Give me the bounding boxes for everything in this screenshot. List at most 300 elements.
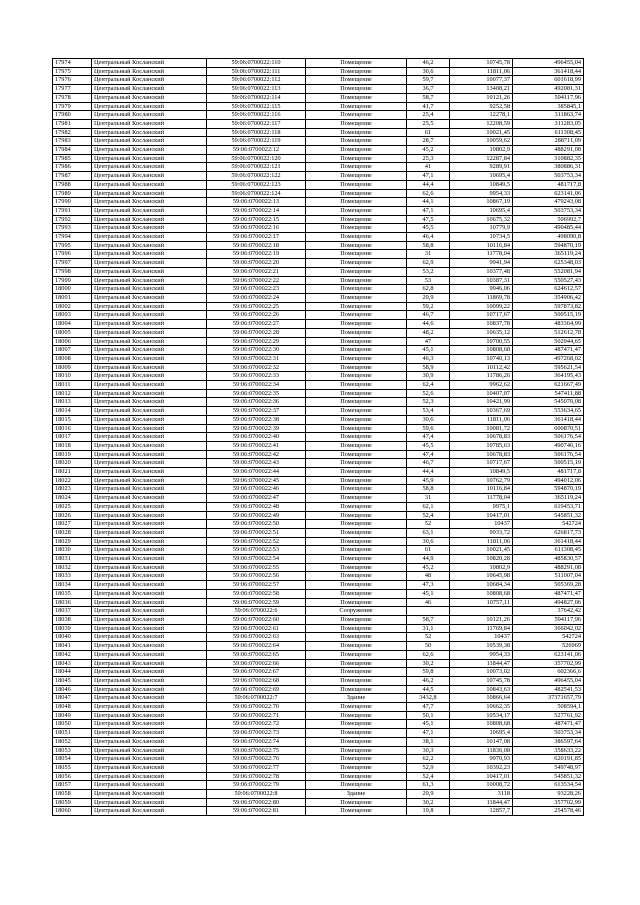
cadastral-number-cell: 59:06:0700022:25: [207, 302, 306, 311]
table-row: [53, 650, 584, 659]
object-type-cell: Помещение: [306, 711, 407, 720]
table-row: [53, 285, 584, 294]
table-row: [53, 781, 584, 790]
area-cell: 46,7: [407, 459, 450, 468]
table-row: [53, 424, 584, 433]
district-cell: Центральный Косланский: [92, 720, 207, 729]
specific-value-cell: 10700,55: [450, 337, 513, 346]
property-table: [52, 58, 584, 816]
object-type-cell: Помещение: [306, 198, 407, 207]
table-row: [53, 259, 584, 268]
row-number-cell: 17998: [53, 267, 92, 276]
row-number-cell: 17995: [53, 241, 92, 250]
table-row: [53, 633, 584, 642]
table-row: [53, 311, 584, 320]
object-type-cell: Помещение: [306, 520, 407, 529]
area-cell: 30,6: [407, 537, 450, 546]
cadastral-number-cell: 59:06:0700022:77: [207, 763, 306, 772]
district-cell: Центральный Косланский: [92, 807, 207, 816]
cadastral-value-cell: 595621,54: [513, 363, 584, 372]
district-cell: Центральный Косланский: [92, 685, 207, 694]
district-cell: Центральный Косланский: [92, 746, 207, 755]
cadastral-value-cell: 488291,08: [513, 563, 584, 572]
area-cell: 52: [407, 633, 450, 642]
row-number-cell: 18027: [53, 520, 92, 529]
area-cell: 30,6: [407, 67, 450, 76]
cadastral-number-cell: 59:06:0700022:14: [207, 206, 306, 215]
object-type-cell: Помещение: [306, 276, 407, 285]
district-cell: Центральный Косланский: [92, 763, 207, 772]
cadastral-number-cell: 59:06:0700022:17: [207, 233, 306, 242]
row-number-cell: 18036: [53, 598, 92, 607]
table-row: [53, 119, 584, 128]
object-type-cell: Помещение: [306, 685, 407, 694]
specific-value-cell: 11811,06: [450, 537, 513, 546]
district-cell: Центральный Косланский: [92, 729, 207, 738]
row-number-cell: 18012: [53, 389, 92, 398]
cadastral-value-cell: 619453,71: [513, 502, 584, 511]
specific-value-cell: 10121,26: [450, 616, 513, 625]
specific-value-cell: [450, 607, 513, 616]
cadastral-value-cell: 602366,6: [513, 668, 584, 677]
specific-value-cell: 10116,84: [450, 241, 513, 250]
table-row: [53, 206, 584, 215]
specific-value-cell: 10785,63: [450, 441, 513, 450]
area-cell: 30,2: [407, 798, 450, 807]
specific-value-cell: 10662,35: [450, 703, 513, 712]
specific-value-cell: 10417,01: [450, 511, 513, 520]
table-row: [53, 433, 584, 442]
area-cell: 44,6: [407, 320, 450, 329]
area-cell: 52,4: [407, 772, 450, 781]
district-cell: Центральный Косланский: [92, 389, 207, 398]
row-number-cell: 18057: [53, 781, 92, 790]
cadastral-number-cell: 59:06:0700022:66: [207, 659, 306, 668]
specific-value-cell: 12287,84: [450, 154, 513, 163]
table-row: [53, 337, 584, 346]
table-row: [53, 180, 584, 189]
cadastral-number-cell: 59:06:0700022:53: [207, 546, 306, 555]
district-cell: Центральный Косланский: [92, 633, 207, 642]
specific-value-cell: 10437: [450, 520, 513, 529]
object-type-cell: Помещение: [306, 93, 407, 102]
cadastral-number-cell: 59:06:0700022:26: [207, 311, 306, 320]
specific-value-cell: 10820,28: [450, 555, 513, 564]
object-type-cell: Помещение: [306, 259, 407, 268]
area-cell: 45,1: [407, 720, 450, 729]
cadastral-number-cell: 59:06:0700022:112: [207, 76, 306, 85]
object-type-cell: Помещение: [306, 781, 407, 790]
cadastral-number-cell: 59:06:0700022:70: [207, 703, 306, 712]
specific-value-cell: 10121,26: [450, 93, 513, 102]
object-type-cell: Помещение: [306, 537, 407, 546]
area-cell: 47,3: [407, 581, 450, 590]
object-type-cell: Помещение: [306, 737, 407, 746]
object-type-cell: Здание: [306, 694, 407, 703]
cadastral-number-cell: 59:06:0700022:21: [207, 267, 306, 276]
cadastral-number-cell: 59:06:0700022:81: [207, 807, 306, 816]
row-number-cell: 17975: [53, 67, 92, 76]
cadastral-number-cell: 59:06:0700022:76: [207, 755, 306, 764]
table-row: [53, 555, 584, 564]
cadastral-number-cell: 59:06:0700022:73: [207, 729, 306, 738]
cadastral-number-cell: 59:06:0700022:40: [207, 433, 306, 442]
cadastral-value-cell: 481717,8: [513, 468, 584, 477]
cadastral-value-cell: 503753,34: [513, 729, 584, 738]
district-cell: Центральный Косланский: [92, 163, 207, 172]
row-number-cell: 18033: [53, 572, 92, 581]
object-type-cell: Помещение: [306, 320, 407, 329]
area-cell: 50: [407, 642, 450, 651]
area-cell: 31,1: [407, 624, 450, 633]
specific-value-cell: 10059,62: [450, 137, 513, 146]
district-cell: Центральный Косланский: [92, 502, 207, 511]
area-cell: 45,9: [407, 476, 450, 485]
cadastral-number-cell: 59:06:0700022:122: [207, 172, 306, 181]
area-cell: 53: [407, 276, 450, 285]
district-cell: Центральный Косланский: [92, 537, 207, 546]
cadastral-value-cell: 357702,99: [513, 798, 584, 807]
table-row: [53, 772, 584, 781]
specific-value-cell: 10867,19: [450, 198, 513, 207]
row-number-cell: 18026: [53, 511, 92, 520]
table-row: [53, 111, 584, 120]
cadastral-number-cell: 59:06:0700022:57: [207, 581, 306, 590]
district-cell: Центральный Косланский: [92, 798, 207, 807]
table-row: [53, 354, 584, 363]
object-type-cell: Помещение: [306, 650, 407, 659]
district-cell: Центральный Косланский: [92, 363, 207, 372]
area-cell: 59,8: [407, 668, 450, 677]
row-number-cell: 18003: [53, 311, 92, 320]
cadastral-number-cell: 59:06:0700022:45: [207, 476, 306, 485]
specific-value-cell: 11811,06: [450, 415, 513, 424]
cadastral-value-cell: 497268,02: [513, 354, 584, 363]
row-number-cell: 17981: [53, 119, 92, 128]
cadastral-number-cell: 59:06:0700022:23: [207, 285, 306, 294]
object-type-cell: Помещение: [306, 102, 407, 111]
cadastral-number-cell: 59:06:0700022:13: [207, 198, 306, 207]
object-type-cell: Помещение: [306, 128, 407, 137]
table-row: [53, 241, 584, 250]
cadastral-value-cell: 526969: [513, 642, 584, 651]
object-type-cell: Помещение: [306, 668, 407, 677]
object-type-cell: Помещение: [306, 598, 407, 607]
district-cell: Центральный Косланский: [92, 250, 207, 259]
cadastral-number-cell: 59:06:0700022:50: [207, 520, 306, 529]
district-cell: Центральный Косланский: [92, 520, 207, 529]
area-cell: 44,9: [407, 555, 450, 564]
cadastral-number-cell: 59:06:0700022:123: [207, 180, 306, 189]
specific-value-cell: 10734,5: [450, 233, 513, 242]
district-cell: Центральный Косланский: [92, 276, 207, 285]
object-type-cell: Помещение: [306, 163, 407, 172]
table-row: [53, 703, 584, 712]
object-type-cell: Помещение: [306, 381, 407, 390]
table-row: [53, 346, 584, 355]
area-cell: 47,1: [407, 206, 450, 215]
area-cell: 52: [407, 520, 450, 529]
cadastral-value-cell: 487471,47: [513, 589, 584, 598]
district-cell: Центральный Косланский: [92, 111, 207, 120]
area-cell: 45,5: [407, 441, 450, 450]
object-type-cell: Помещение: [306, 703, 407, 712]
area-cell: 58,7: [407, 616, 450, 625]
specific-value-cell: 9954,33: [450, 189, 513, 198]
table-row: [53, 154, 584, 163]
district-cell: Центральный Косланский: [92, 494, 207, 503]
row-number-cell: 18024: [53, 494, 92, 503]
row-number-cell: 18055: [53, 763, 92, 772]
object-type-cell: Помещение: [306, 154, 407, 163]
cadastral-value-cell: 503753,34: [513, 172, 584, 181]
specific-value-cell: 10534,17: [450, 711, 513, 720]
cadastral-number-cell: 59:06:0700022:63: [207, 633, 306, 642]
district-cell: Центральный Косланский: [92, 607, 207, 616]
object-type-cell: Помещение: [306, 415, 407, 424]
area-cell: 3432,8: [407, 694, 450, 703]
area-cell: 46,3: [407, 354, 450, 363]
specific-value-cell: 10112,42: [450, 363, 513, 372]
cadastral-value-cell: 364195,43: [513, 372, 584, 381]
area-cell: 47,4: [407, 450, 450, 459]
district-cell: Центральный Косланский: [92, 59, 207, 68]
specific-value-cell: 10367,69: [450, 407, 513, 416]
cadastral-number-cell: 59:06:0700022:120: [207, 154, 306, 163]
cadastral-value-cell: 479243,08: [513, 198, 584, 207]
object-type-cell: Помещение: [306, 763, 407, 772]
district-cell: Центральный Косланский: [92, 581, 207, 590]
table-row: [53, 250, 584, 259]
specific-value-cell: 10407,07: [450, 389, 513, 398]
cadastral-value-cell: 254578,46: [513, 807, 584, 816]
cadastral-value-cell: 621667,49: [513, 381, 584, 390]
table-row: [53, 729, 584, 738]
area-cell: 36,7: [407, 85, 450, 94]
specific-value-cell: 10745,78: [450, 676, 513, 685]
row-number-cell: 18020: [53, 459, 92, 468]
table-row: [53, 407, 584, 416]
area-cell: 38,1: [407, 737, 450, 746]
cadastral-value-cell: 488291,08: [513, 146, 584, 155]
table-row: [53, 607, 584, 616]
specific-value-cell: 10417,01: [450, 772, 513, 781]
row-number-cell: 17974: [53, 59, 92, 68]
cadastral-value-cell: 487471,47: [513, 720, 584, 729]
cadastral-number-cell: 59:06:0700022:68: [207, 676, 306, 685]
cadastral-value-cell: 545851,32: [513, 511, 584, 520]
table-row: [53, 328, 584, 337]
specific-value-cell: 10147,08: [450, 737, 513, 746]
area-cell: 30,9: [407, 372, 450, 381]
cadastral-value-cell: 492081,31: [513, 85, 584, 94]
specific-value-cell: 10837,78: [450, 320, 513, 329]
area-cell: 61,3: [407, 781, 450, 790]
specific-value-cell: 10802,9: [450, 563, 513, 572]
area-cell: 62,6: [407, 189, 450, 198]
cadastral-number-cell: 59:06:0700022:22: [207, 276, 306, 285]
area-cell: 41,7: [407, 102, 450, 111]
area-cell: 53,2: [407, 267, 450, 276]
table-row: [53, 520, 584, 529]
district-cell: Центральный Косланский: [92, 424, 207, 433]
area-cell: 63,1: [407, 528, 450, 537]
table-row: [53, 146, 584, 155]
cadastral-number-cell: 59:06:0700022:115: [207, 102, 306, 111]
row-number-cell: 17989: [53, 189, 92, 198]
table-row: [53, 642, 584, 651]
row-number-cell: 18045: [53, 676, 92, 685]
specific-value-cell: 10849,5: [450, 180, 513, 189]
cadastral-value-cell: 37371657,79: [513, 694, 584, 703]
cadastral-number-cell: 59:06:0700022:16: [207, 224, 306, 233]
row-number-cell: 18050: [53, 720, 92, 729]
district-cell: Центральный Косланский: [92, 555, 207, 564]
object-type-cell: Помещение: [306, 468, 407, 477]
property-table-body: [53, 59, 584, 816]
cadastral-value-cell: 490746,16: [513, 441, 584, 450]
specific-value-cell: 10802,9: [450, 146, 513, 155]
cadastral-number-cell: 59:06:0700022:113: [207, 85, 306, 94]
cadastral-value-cell: 620191,85: [513, 755, 584, 764]
cadastral-value-cell: 506176,54: [513, 450, 584, 459]
cadastral-value-cell: 481717,8: [513, 180, 584, 189]
area-cell: 47,7: [407, 703, 450, 712]
cadastral-number-cell: 59:06:0700022:32: [207, 363, 306, 372]
district-cell: Центральный Косланский: [92, 189, 207, 198]
table-row: [53, 659, 584, 668]
table-row: [53, 59, 584, 68]
row-number-cell: 18052: [53, 737, 92, 746]
object-type-cell: Помещение: [306, 146, 407, 155]
district-cell: Центральный Косланский: [92, 676, 207, 685]
district-cell: Центральный Косланский: [92, 267, 207, 276]
object-type-cell: Помещение: [306, 659, 407, 668]
district-cell: Центральный Косланский: [92, 224, 207, 233]
area-cell: 47,1: [407, 172, 450, 181]
object-type-cell: Помещение: [306, 807, 407, 816]
cadastral-value-cell: 494827,06: [513, 598, 584, 607]
row-number-cell: 18022: [53, 476, 92, 485]
area-cell: 46,4: [407, 233, 450, 242]
object-type-cell: Помещение: [306, 328, 407, 337]
district-cell: Центральный Косланский: [92, 450, 207, 459]
area-cell: 45,5: [407, 224, 450, 233]
cadastral-value-cell: 37642,42: [513, 607, 584, 616]
specific-value-cell: 10866,64: [450, 694, 513, 703]
object-type-cell: Помещение: [306, 372, 407, 381]
specific-value-cell: 11844,47: [450, 659, 513, 668]
table-row: [53, 494, 584, 503]
object-type-cell: Помещение: [306, 589, 407, 598]
object-type-cell: Помещение: [306, 172, 407, 181]
specific-value-cell: 10377,48: [450, 267, 513, 276]
cadastral-number-cell: 59:06:0700022:44: [207, 468, 306, 477]
specific-value-cell: 10392,23: [450, 763, 513, 772]
row-number-cell: 18054: [53, 755, 92, 764]
row-number-cell: 18010: [53, 372, 92, 381]
district-cell: Центральный Косланский: [92, 572, 207, 581]
row-number-cell: 18037: [53, 607, 92, 616]
row-number-cell: 17984: [53, 146, 92, 155]
table-row: [53, 189, 584, 198]
district-cell: Центральный Косланский: [92, 546, 207, 555]
table-row: [53, 93, 584, 102]
specific-value-cell: 10757,11: [450, 598, 513, 607]
object-type-cell: Помещение: [306, 293, 407, 302]
area-cell: 62,9: [407, 259, 450, 268]
cadastral-number-cell: 59:06:0700022:18: [207, 241, 306, 250]
cadastral-number-cell: 59:06:0700022:30: [207, 346, 306, 355]
cadastral-number-cell: 59:06:0700022:38: [207, 415, 306, 424]
specific-value-cell: 10073,02: [450, 668, 513, 677]
area-cell: 50,1: [407, 711, 450, 720]
row-number-cell: 18058: [53, 790, 92, 799]
area-cell: 62,1: [407, 502, 450, 511]
district-cell: Центральный Косланский: [92, 459, 207, 468]
area-cell: 46,7: [407, 311, 450, 320]
specific-value-cell: 10808,68: [450, 589, 513, 598]
district-cell: Центральный Косланский: [92, 337, 207, 346]
row-number-cell: 17978: [53, 93, 92, 102]
row-number-cell: 17985: [53, 154, 92, 163]
area-cell: 31: [407, 250, 450, 259]
district-cell: Центральный Косланский: [92, 146, 207, 155]
row-number-cell: 18029: [53, 537, 92, 546]
row-number-cell: 18028: [53, 528, 92, 537]
cadastral-value-cell: 361418,44: [513, 415, 584, 424]
object-type-cell: Помещение: [306, 346, 407, 355]
cadastral-value-cell: 506992,7: [513, 215, 584, 224]
cadastral-number-cell: 59:06:0700022:42: [207, 450, 306, 459]
object-type-cell: Помещение: [306, 511, 407, 520]
row-number-cell: 18048: [53, 703, 92, 712]
cadastral-number-cell: 59:06:0700022:61: [207, 624, 306, 633]
specific-value-cell: 11778,04: [450, 494, 513, 503]
area-cell: 44,1: [407, 198, 450, 207]
area-cell: 46: [407, 598, 450, 607]
cadastral-number-cell: 59:06:0700022:31: [207, 354, 306, 363]
object-type-cell: Помещение: [306, 85, 407, 94]
district-cell: Центральный Косланский: [92, 642, 207, 651]
specific-value-cell: 10717,67: [450, 311, 513, 320]
table-row: [53, 389, 584, 398]
area-cell: 62,6: [407, 650, 450, 659]
specific-value-cell: 9946,06: [450, 285, 513, 294]
table-row: [53, 746, 584, 755]
cadastral-value-cell: 485830,57: [513, 555, 584, 564]
cadastral-value-cell: 600870,51: [513, 424, 584, 433]
specific-value-cell: 10387,31: [450, 276, 513, 285]
object-type-cell: Помещение: [306, 485, 407, 494]
cadastral-number-cell: 59:06:0700022:28: [207, 328, 306, 337]
table-row: [53, 233, 584, 242]
cadastral-number-cell: 59:06:0700022:35: [207, 389, 306, 398]
table-row: [53, 737, 584, 746]
cadastral-value-cell: 611308,45: [513, 546, 584, 555]
cadastral-value-cell: 547411,88: [513, 389, 584, 398]
object-type-cell: Помещение: [306, 441, 407, 450]
object-type-cell: Помещение: [306, 424, 407, 433]
district-cell: Центральный Косланский: [92, 137, 207, 146]
table-row: [53, 85, 584, 94]
table-row: [53, 363, 584, 372]
specific-value-cell: 11844,47: [450, 798, 513, 807]
district-cell: Центральный Косланский: [92, 694, 207, 703]
specific-value-cell: 9933,72: [450, 528, 513, 537]
object-type-cell: Помещение: [306, 180, 407, 189]
cadastral-number-cell: 59:06:0700022:51: [207, 528, 306, 537]
